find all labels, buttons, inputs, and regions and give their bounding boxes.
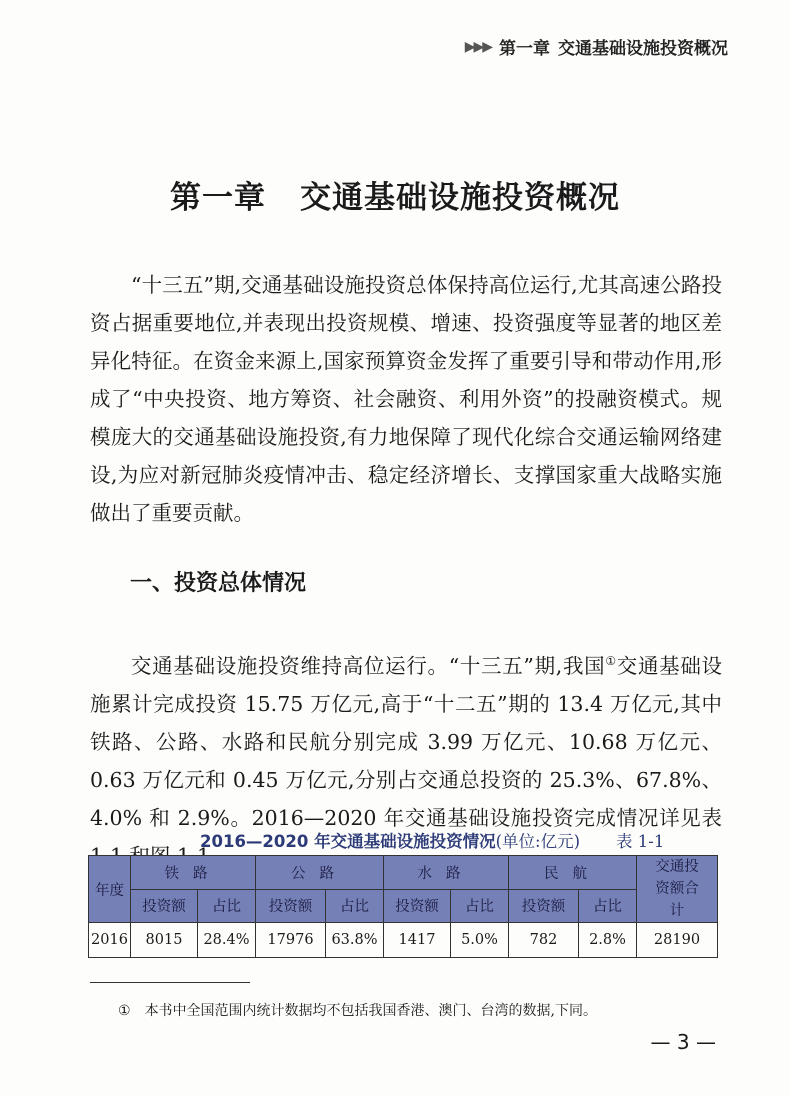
chapter-number: 第一章	[170, 180, 266, 216]
table-caption-title: 2016—2020 年交通基础设施投资情况	[200, 832, 496, 851]
table-caption-unit: (单位:亿元)	[495, 832, 581, 851]
header-total: 交通投资额合计	[637, 856, 718, 923]
header-rail-share: 占比	[198, 889, 256, 923]
cell-rail-share: 28.4%	[198, 923, 256, 958]
running-header	[465, 34, 728, 59]
header-water-share: 占比	[451, 889, 509, 923]
footnote-reference: ①	[605, 654, 617, 668]
chapter-name: 交通基础设施投资概况	[300, 180, 620, 216]
section-paragraph-start: 交通基础设施投资维持高位运行。“十三五”期,我国	[131, 653, 606, 678]
page-number: — 3 —	[650, 1030, 716, 1054]
investment-table	[88, 855, 718, 958]
header-air: 民航	[509, 856, 637, 890]
section-heading: 一、投资总体情况	[130, 571, 307, 596]
footnote-text: 本书中全国范围内统计数据均不包括我国香港、澳门、台湾的数据,下同。	[144, 1003, 598, 1019]
table-row	[89, 923, 718, 958]
running-header-chapter: 第一章	[499, 39, 550, 59]
header-water: 水路	[384, 856, 509, 890]
cell-water-amount: 1417	[384, 923, 451, 958]
header-road-share: 占比	[326, 889, 384, 923]
header-rail: 铁路	[131, 856, 256, 890]
chapter-title	[0, 172, 790, 217]
header-air-share: 占比	[579, 889, 637, 923]
header-air-amount: 投资额	[509, 889, 579, 923]
running-header-title: 交通基础设施投资概况	[558, 39, 728, 59]
cell-road-share: 63.8%	[326, 923, 384, 958]
arrow-icon: ▶▶▶	[464, 38, 491, 55]
header-road: 公路	[256, 856, 384, 890]
cell-rail-amount: 8015	[131, 923, 198, 958]
table-caption	[200, 828, 664, 852]
footnote-mark: ①	[118, 1003, 131, 1019]
cell-road-amount: 17976	[256, 923, 326, 958]
footnote	[118, 1000, 597, 1020]
section-paragraph-rest: 交通基础设施累计完成投资 15.75 万亿元,高于“十二五”期的 13.4 万亿元,其中铁路、公路、水路和民航分别完成 3.99 万亿元、10.68 万亿元、0.63 万亿元和 0.45 万亿元,分别占交通总投资的 25.3%、67.8%、4.0% 和 2.9%。2016—2020 年交通基础设施投资完成情况详见表	[90, 653, 723, 830]
header-road-amount: 投资额	[256, 889, 326, 923]
header-year: 年度	[89, 856, 131, 923]
footnote-divider	[90, 982, 250, 983]
header-water-amount: 投资额	[384, 889, 451, 923]
intro-paragraph: “十三五”期,交通基础设施投资总体保持高位运行,尤其高速公路投资占据重要地位,并表现出投资规模、增速、投资强度等显著的地区差异化特征。在资金来源上,国家预算资金发挥了重要引导和带动作用,形成了“中央投资、地方筹资、社会融资、利用外资”的投融资模式。规模庞大的交通基础设施投资,有力地保障了现代化综合交通运输网络建设,为应对新冠肺炎疫情冲击、稳定经济增长、支撑国家重大战略实施做出了重要贡献。	[90, 273, 722, 525]
cell-air-amount: 782	[509, 923, 579, 958]
cell-total: 28190	[637, 923, 718, 958]
cell-air-share: 2.8%	[579, 923, 637, 958]
cell-year: 2016	[89, 923, 131, 958]
cell-water-share: 5.0%	[451, 923, 509, 958]
table-number: 表 1-1	[616, 832, 665, 851]
header-rail-amount: 投资额	[131, 889, 198, 923]
